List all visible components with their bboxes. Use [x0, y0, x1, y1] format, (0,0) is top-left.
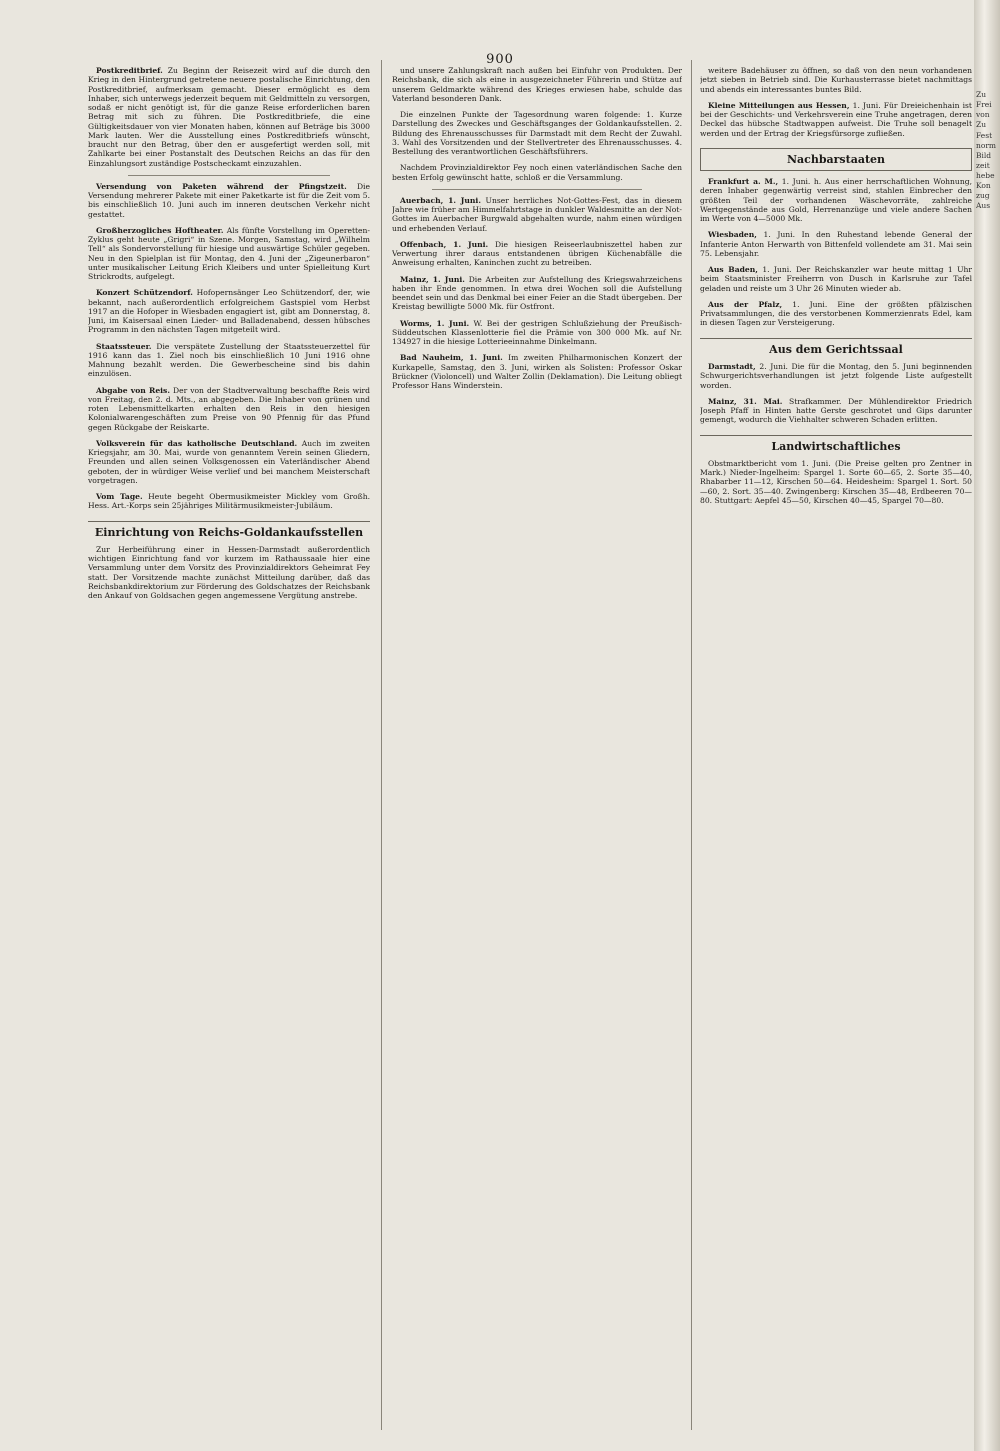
article-goldankauf	[88, 545, 370, 601]
article-title: Großherzogliches Hoftheater.	[96, 225, 224, 235]
article-worms	[392, 319, 682, 347]
article-text: Die hiesigen Reiseerlaubniszettel haben zur Verwertung ihrer daraus entstandenen übrigen Küchenabfälle die Anweisung erhalten, Kaninchen zucht zu betreiben.	[392, 239, 682, 268]
article-title: Mainz, 31. Mai.	[708, 396, 783, 406]
edge-fragment: Aus	[976, 201, 991, 211]
edge-fragment: zug	[976, 191, 990, 201]
article-title: Frankfurt a. M.,	[708, 177, 779, 187]
article-pakete	[88, 182, 370, 219]
article-volksverein	[88, 439, 370, 485]
article-text: Der von der Stadtverwaltung beschaffte Reis wird von Freitag, den 2. d. Mts., an abgegeben. Die Inhaber von grünen und roten Lebensmittelkarten erhalten den Reis in den hiesigen Kolonialwarengeschäften zum Preise von 90 Pfennig für das Pfund gegen Rückgabe der Reiskarte.	[88, 385, 370, 432]
section-heading-goldankauf: Einrichtung von Reichs-Goldankaufsstellen	[88, 521, 370, 539]
edge-fragment: hebe	[976, 171, 995, 180]
article-text: Die Arbeiten zur Aufstellung des Kriegswahrzeichens haben ihr Ende genommen. In etwa drei Wochen soll die Aufstellung beendet sein und das Denkmal bei einer Feier an die Stadt übergeben. Der Kreistag bewilligte 5000 Mk. für Ostfront.	[392, 274, 682, 312]
divider	[128, 175, 330, 176]
article-text: Als fünfte Vorstellung im Operetten-Zyklus geht heute „Grigri“ in Szene. Morgen, Samstag, wird „Wilhelm Tell“ als Sondervorstellung für hiesige und auswärtige Schüler gegeben. Neu in den Spielplan ist für Montag, den 4. Juni der „Zigeunerbaron“ unter musikalischer Leitung Erich Kleibers und unter Spielleitung Kurt Strickrodts, aufgelegt.	[88, 225, 370, 281]
article-text: Die Versendung mehrerer Pakete mit einer Paketkarte ist für die Zeit vom 5. bis einschließlich 10. Juni auch im inneren deutschen Verkehr nicht gestattet.	[88, 181, 370, 219]
article-title: Aus Baden,	[708, 265, 758, 275]
article-continuation	[392, 66, 682, 103]
article-text: W. Bei der gestrigen Schlußziehung der Preußisch-Süddeutschen Klassenlotterie fiel die Prämie von 300 000 Mk. auf Nr. 134927 in die hiesige Lotterieeinnahme Dinkelmann.	[392, 318, 682, 346]
column-middle	[392, 66, 682, 1426]
edge-fragment: norm	[976, 140, 997, 150]
divider	[432, 189, 642, 190]
article-text: 1. Juni. Der Reichskanzler war heute mittag 1 Uhr beim Staatsminister Freiherrn von Dusch in Karlsruhe zur Tafel geladen und reiste um 3 Uhr 26 Minuten wieder ab.	[700, 265, 972, 293]
edge-fragment: Frei	[976, 100, 992, 110]
article-text: 1. Juni. Eine der größten pfälzischen Privatsammlungen, die des verstorbenen Kommerzienrats Edel, kam in diesen Tagen zur Versteigerung.	[700, 299, 972, 328]
edge-fragment: Zu	[976, 120, 987, 130]
article-text: Die verspätete Zustellung der Staatssteuerzettel für 1916 kann das 1. Ziel noch bis einschließlich 10 Juni 1916 ohne Mahnung bezahlt werden. Die Gewerbescheine sind bis dahin einzulösen.	[88, 341, 370, 379]
edge-text-fragments	[976, 90, 998, 650]
article-text: Zur Herbeiführung einer in Hessen-Darmstadt außerordentlich wichtigen Einrichtung fand vor kurzem im Rathaussaale hier eine Versammlung unter dem Vorsitz des Provinzialdirektors Geheimrat Fey statt. Der Vorsitzende machte zunächst Mitteilung darüber, daß das Reichsbankdirektorium zur Förderung des Goldschatzes der Reichsbank den Ankauf von Goldsachen gegen angemessene Vergütung anstrebe.	[88, 544, 370, 601]
article-text: weitere Badehäuser zu öffnen, so daß von den neun vorhandenen jetzt sieben in Betrieb sind. Die Kurhausterrasse bietet nachmittags und abends ein interessantes buntes Bild.	[700, 66, 972, 94]
article-text: 2. Juni. Die für die Montag, den 5. Juni beginnenden Schwurgerichtsverhandlungen ist jetzt folgende Liste aufgestellt worden.	[700, 362, 972, 390]
article-reis	[88, 386, 370, 432]
article-kleine-mitteilungen	[700, 101, 972, 138]
next-page-edge	[974, 0, 1000, 1451]
article-staatssteuer	[88, 342, 370, 379]
edge-fragment: Kon	[976, 181, 991, 191]
article-postkreditbrief	[88, 66, 370, 168]
article-title: Staatssteuer.	[96, 341, 152, 351]
article-mainz-strafkammer	[700, 397, 972, 425]
article-text: Nachdem Provinzialdirektor Fey noch einen vaterländischen Sache den besten Erfolg gewünscht hatte, schloß er die Versammlung.	[392, 163, 682, 182]
article-konzert	[88, 288, 370, 334]
column-rule	[381, 60, 382, 1430]
article-baden	[700, 265, 972, 293]
article-pfalz	[700, 300, 972, 328]
section-heading-landwirtschaft: Landwirtschaftliches	[700, 435, 972, 453]
article-vom-tage	[88, 492, 370, 511]
article-text: Hofopernsänger Leo Schützendorf, der, wie bekannt, nach außerordentlich erfolgreichem Gastspiel vom Herbst 1917 an die Hofoper in Wiesbaden engagiert ist, gibt am Donnerstag, 8. Juni, im Kaisersaal einen Lieder- und Balladenabend, dessen hübsches Programm in den nächsten Tagen mitgeteilt wird.	[88, 288, 370, 335]
article-text: Obstmarktbericht vom 1. Juni. (Die Preise gelten pro Zentner in Mark.) Nieder-Ingelheim: Spargel 1. Sorte 60—65, 2. Sorte 35—40, Rhabarber 11—12, Kirschen 50—64. Heidesheim: Spargel 1. Sort. 50—60, 2. Sort. 35—40. Zwingenberg: Kirschen 35—48, Erdbeeren 70—80. Stuttgart: Aepfel 45—50, Kirschen 40—45, Spargel 70—80.	[700, 458, 972, 505]
article-title: Auerbach, 1. Juni.	[400, 195, 481, 205]
page-number: 900	[486, 52, 514, 67]
article-text: Strafkammer. Der Mühlendirektor Friedrich Joseph Pfaff in Hinten hatte Gerste geschrotet und Gips darunter gemengt, wodurch die Viehhalter schweren Schaden erlitten.	[700, 396, 972, 425]
article-mainz	[392, 275, 682, 312]
section-heading-nachbarstaaten: Nachbarstaaten	[700, 148, 972, 171]
edge-fragment: Zu	[976, 90, 987, 99]
article-title: Aus der Pfalz,	[708, 299, 783, 309]
article-obstmarkt	[700, 459, 972, 505]
article-text: Im zweiten Philharmonischen Konzert der Kurkapelle, Samstag, den 3. Juni, wirken als Solisten: Professor Oskar Brückner (Violoncell) und Walter Zollin (Deklamation). Die Leitung obliegt Professor Hans Winderstein.	[392, 353, 682, 390]
article-title: Vom Tage.	[96, 492, 143, 501]
article-text: Heute begeht Obermusikmeister Mickley vom Großh. Hess. Art.-Korps sein 25jähriges Militärmusikmeister-Jubiläum.	[88, 492, 370, 511]
column-rule	[691, 60, 692, 1430]
edge-fragment: zeit	[976, 160, 990, 170]
article-title: Konzert Schützendorf.	[96, 288, 193, 298]
article-schluss	[392, 163, 682, 182]
article-offenbach	[392, 240, 682, 268]
article-wiesbaden	[700, 230, 972, 258]
article-title: Abgabe von Reis.	[96, 385, 170, 395]
article-text: Die einzelnen Punkte der Tagesordnung waren folgende: 1. Kurze Darstellung des Zweckes und Geschäftsganges der Goldankaufsstellen. 2. Bildung des Ehrenausschusses für Darmstadt mit dem Recht der Zuwahl. 3. Wahl des Vorsitzenden und der Stellvertreter des Ehrenausschusses. 4. Bestellung des verantwortlichen Geschäftsführers.	[392, 110, 682, 156]
article-continuation	[700, 66, 972, 94]
article-title: Offenbach, 1. Juni.	[400, 239, 489, 249]
article-title: Darmstadt,	[708, 362, 756, 372]
article-text: und unsere Zahlungskraft nach außen bei Einfuhr von Produkten. Der Reichsbank, die sich als eine in ausgezeichneter Führerin und Stütze auf unserem Geldmarkte während des Krieges erwiesen habe, schulde das Vaterland besonderen Dank.	[392, 66, 682, 103]
article-nauheim	[392, 353, 682, 390]
article-tagesordnung	[392, 110, 682, 156]
article-text: 1. Juni. In den Ruhestand lebende General der Infanterie Anton Herwarth von Bittenfeld vollendete am 31. Mai sein 75. Lebensjahr.	[700, 230, 972, 258]
article-title: Versendung von Paketen während der Pfingstzeit.	[96, 181, 347, 191]
article-text: Zu Beginn der Reisezeit wird auf die durch den Krieg in den Hintergrund getretene neuere postalische Einrichtung, den Postkreditbrief, aufmerksam gemacht. Dieser ermöglicht es dem Inhaber, sich unterwegs jederzeit bequem mit Geldmitteln zu versorgen, sodaß er nicht genötigt ist, für die ganze Reise erforderlichen baren Betrag mit sich zu führen. Die Postkreditbriefe, die eine Gültigkeitsdauer von vier Monaten haben, können auf Beträge bis 3000 Mark lauten. Wer die Ausstellung eines Postkreditbriefs wünscht, braucht nur den Betrag, über den er ausgefertigt werden soll, mit Zahlkarte bei einer Postanstalt des Deutschen Reichs an das für den Einzahlungsort zuständige Postscheckamt einzuzahlen.	[88, 66, 370, 168]
article-text: Unser herrliches Not-Gottes-Fest, das in diesem Jahre wie früher am Himmelfahrtstage in dunkler Waldesmitte an der Not-Gottes im Auerbacher Burgwald abgehalten wurde, nahm einen würdigen und erhebenden Verlauf.	[392, 195, 682, 233]
section-heading-gerichtssaal: Aus dem Gerichtssaal	[700, 338, 972, 356]
column-right	[700, 66, 972, 1426]
column-left	[88, 66, 370, 1426]
article-title: Postkreditbrief.	[96, 66, 163, 75]
article-text: Auch im zweiten Kriegsjahr, am 30. Mai, wurde von genanntem Verein seinen Gliedern, Freunden und allen seinen Volksgenossen ein Vaterländischer Abend geboten, der in würdiger Weise verlief und bei manchem Meisterschaft vorgetragen.	[88, 438, 370, 485]
article-frankfurt	[700, 177, 972, 223]
article-title: Worms, 1. Juni.	[400, 318, 470, 328]
article-auerbach	[392, 196, 682, 233]
article-darmstadt	[700, 362, 972, 390]
article-title: Volksverein für das katholische Deutschland.	[96, 438, 298, 448]
article-title: Kleine Mitteilungen aus Hessen,	[708, 100, 850, 110]
article-text: 1. Juni. h. Aus einer herrschaftlichen Wohnung, deren Inhaber gegenwärtig verreist sind, stahlen Einbrecher den größten Teil der vorhandenen Wäschevorräte, zahlreiche Wertgegenstände aus Gold, Herrenanzüge und viele andere Sachen im Werte von 4—5000 Mk.	[700, 177, 972, 224]
article-title: Wiesbaden,	[708, 230, 757, 240]
edge-fragment: von	[976, 110, 990, 120]
article-hoftheater	[88, 226, 370, 282]
edge-fragment: Fest	[976, 130, 993, 140]
article-title: Bad Nauheim, 1. Juni.	[400, 353, 503, 363]
article-text: 1. Juni. Für Dreieichenhain ist bei der Geschichts- und Verkehrsverein eine Truhe angetragen, deren Deckel das hübsche Stadtwappen aufweist. Die Truhe soll benagelt werden und der Ertrag der Kriegsfürsorge zufließen.	[700, 100, 972, 138]
article-title: Mainz, 1. Juni.	[400, 274, 465, 284]
edge-fragment: Bild	[976, 150, 992, 160]
